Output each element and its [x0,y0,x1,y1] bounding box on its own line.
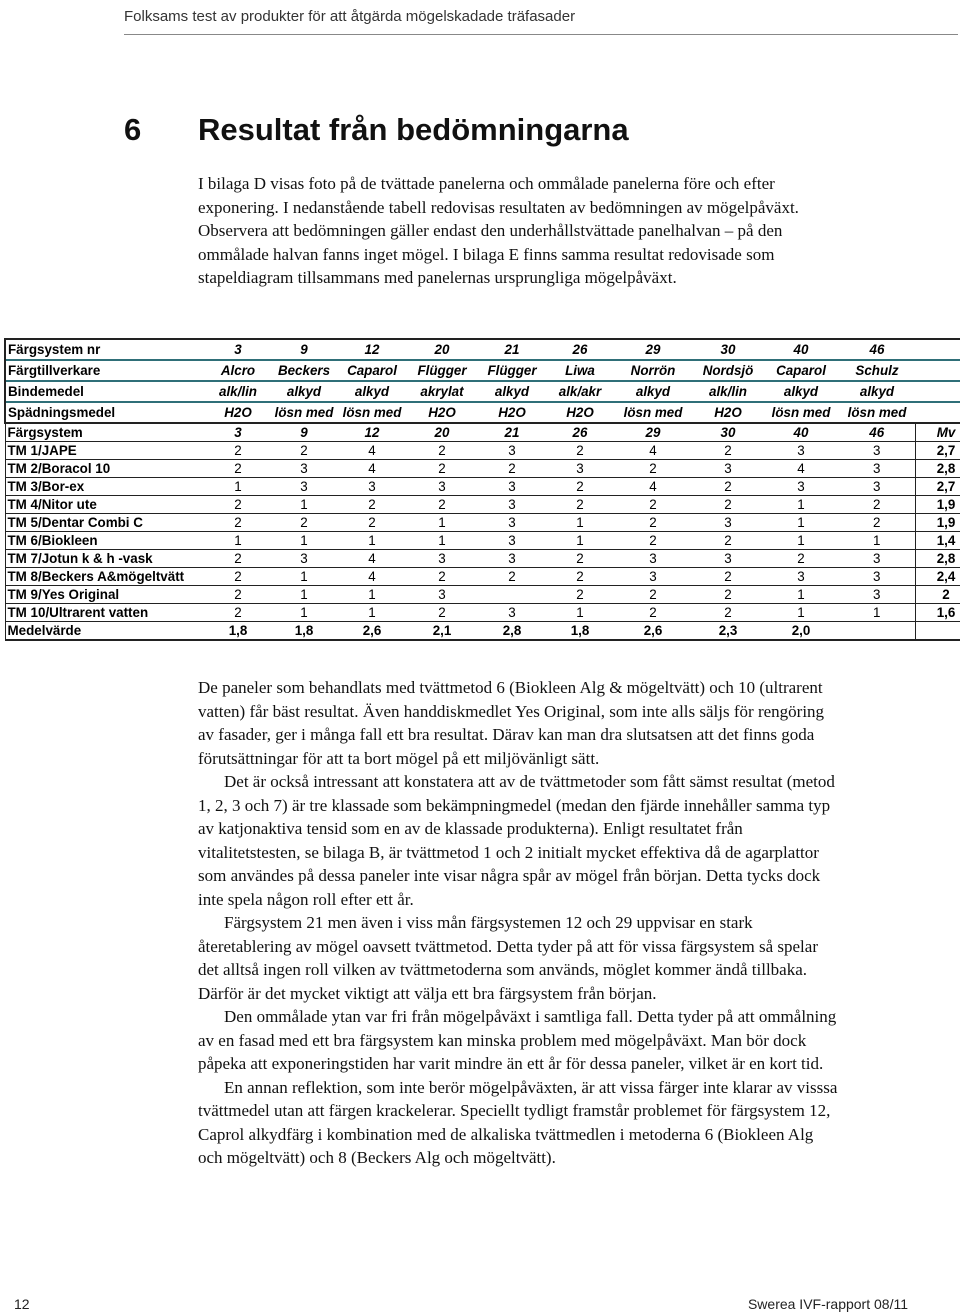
header-cell: alkyd [763,381,839,402]
empty-cell [915,381,960,402]
table-row [5,604,960,622]
header-cell: H2O [477,402,547,423]
table-cell: 1,8 [271,622,337,641]
table-cell: 2 [205,604,271,622]
table-cell: 1,8 [205,622,271,641]
table-cell: 2 [613,496,693,514]
table-cell: 2 [693,478,763,496]
table-row [5,532,960,550]
header-cell: alkyd [839,381,915,402]
table-cell: 29 [613,423,693,442]
results-table-wrapper [4,338,956,641]
table-cell: 3 [839,550,915,568]
mean-value-cell: 2,8 [915,460,960,478]
table-cell: 2 [693,604,763,622]
table-cell: 2 [407,442,477,460]
header-cell: Alcro [205,360,271,381]
average-row [5,622,960,641]
header-cell: akrylat [407,381,477,402]
table-cell: 1 [763,604,839,622]
table-cell: 2 [613,586,693,604]
row-label: TM 7/Jotun k & h -vask [5,550,205,568]
header-cell: alk/lin [693,381,763,402]
table-cell: 1 [407,532,477,550]
table-cell: 3 [613,568,693,586]
header-cell: Nordsjö [693,360,763,381]
table-cell: 1 [205,532,271,550]
header-cell: lösn med [337,402,407,423]
intro-text [198,172,838,290]
table-cell: 1 [271,604,337,622]
table-cell: 2 [205,568,271,586]
table-cell: 2,8 [477,622,547,641]
header-cell: H2O [693,402,763,423]
table-header-row [5,360,960,381]
header-cell: lösn med [839,402,915,423]
header-cell: 20 [434,342,450,357]
header-divider [124,34,958,35]
table-cell: 2 [205,586,271,604]
header-cell: 9 [300,342,308,357]
table-cell: 2,6 [613,622,693,641]
header-cell: 29 [645,342,661,357]
table-cell: 2 [205,550,271,568]
table-cell: 1 [271,568,337,586]
table-cell: 3 [337,478,407,496]
table-cell: 2 [547,496,613,514]
table-cell: 4 [337,550,407,568]
table-cell: 2 [205,496,271,514]
discussion-text [198,676,838,1170]
intro-paragraph: I bilaga D visas foto på de tvättade panelerna och ommålade panelerna före och efter exponering. I nedanstående tabell redovisas resultaten av bedömningen av mögelpåväxt. Observera att bedömningen gäller endast den underhållstvättade panelhalvan – på den ommålade halvan fanns inget mögel. I bilaga E finns samma resultat redovisade som stapeldiagram tillsammans med panelernas ursprungliga mögelpåväxt. [198,174,799,287]
table-cell: 3 [763,442,839,460]
table-cell: 1 [763,586,839,604]
table-cell: 1 [407,514,477,532]
table-cell: 3 [477,442,547,460]
table-row [5,460,960,478]
table-cell: 1 [337,604,407,622]
table-cell: 3 [613,550,693,568]
header-cell: Flügger [407,360,477,381]
table-cell: 40 [763,423,839,442]
table-cell: 3 [693,550,763,568]
table-cell: 2 [337,514,407,532]
row-label: TM 5/Dentar Combi C [5,514,205,532]
table-cell: 3 [839,568,915,586]
discussion-paragraph: Den ommålade ytan var fri från mögelpåväxt i samtliga fall. Detta tyder på att ommålning av en fasad med ett bra färgsystem kan minska problem med mögelpåväxt. Man bör dock påpeka att exponeringstiden har varit mindre än ett år för dessa paneler, vilket är en kort tid. [198,1007,837,1073]
table-cell [839,622,915,641]
table-cell: 3 [763,478,839,496]
header-cell: Norrön [613,360,693,381]
table-cell: 2 [547,442,613,460]
mean-value-cell: 1,6 [915,604,960,622]
table-cell: 4 [763,460,839,478]
results-table [4,338,960,641]
table-cell: 2 [205,460,271,478]
table-cell: 3 [477,514,547,532]
table-cell: 2,0 [763,622,839,641]
mean-value-cell: 2,7 [915,478,960,496]
table-cell: 3 [477,478,547,496]
table-header-row [5,381,960,402]
table-cell: 2 [613,514,693,532]
header-cell: 30 [720,342,736,357]
table-cell: 2 [407,460,477,478]
table-cell: 3 [407,478,477,496]
mean-value-cell: 2 [915,586,960,604]
table-cell: 46 [839,423,915,442]
row-label: TM 1/JAPE [5,442,205,460]
header-cell: alkyd [477,381,547,402]
header-cell: H2O [205,402,271,423]
table-cell: 1 [839,604,915,622]
table-cell: 2 [763,550,839,568]
header-cell: lösn med [613,402,693,423]
table-cell: 3 [477,532,547,550]
row-label: TM 10/Ultrarent vatten [5,604,205,622]
discussion-paragraph: Färgsystem 21 men även i viss mån färgsystemen 12 och 29 uppvisar en stark återetablering av mögel oavsett tvättmetod. Detta tyder på att för vissa färgsystem så spelar det alltså ingen roll vilken av tvättmetoderna som används, möglet kommer ändå tillbaka. Därför är det mycket viktigt att välja ett bra färgsystem från början. [198,913,818,1003]
table-cell [477,586,547,604]
header-cell: 12 [364,342,380,357]
table-cell: 2 [337,496,407,514]
header-cell: alkyd [271,381,337,402]
header-cell: 26 [572,342,588,357]
table-cell: 2 [205,442,271,460]
header-cell: alk/akr [547,381,613,402]
discussion-paragraph: De paneler som behandlats med tvättmetod 6 (Biokleen Alg & mögeltvätt) och 10 (ultrarent vatten) får bäst resultat. Även handdiskmedlet Yes Original, som inte alls säljs för rengöring av fasader, ger i många fall ett bra resultat. Därav kan man dra slutsatsen att det finns goda förutsättningar för att ta bort mögel på ett miljövänligt sätt. [198,678,825,768]
table-header-block [5,339,960,423]
table-cell: 9 [271,423,337,442]
table-cell: 3 [407,550,477,568]
table-cell: 2 [839,496,915,514]
table-cell: 2 [547,568,613,586]
header-cell: Liwa [547,360,613,381]
table-row [5,478,960,496]
mean-value-cell: 2,7 [915,442,960,460]
mean-value-cell: Mv [915,423,960,442]
table-cell: 20 [407,423,477,442]
mean-value-cell: 1,9 [915,514,960,532]
table-cell: 2 [693,496,763,514]
table-cell: 2 [839,514,915,532]
table-row [5,442,960,460]
header-cell: 3 [234,342,242,357]
table-cell: 26 [547,423,613,442]
table-cell: 2 [407,604,477,622]
table-row [5,568,960,586]
mean-value-cell: 2,8 [915,550,960,568]
table-cell: 2,1 [407,622,477,641]
header-cell: H2O [547,402,613,423]
table-cell: 1 [763,496,839,514]
table-header-row [5,402,960,423]
table-cell: 3 [271,550,337,568]
table-cell: 1 [337,586,407,604]
table-cell: 2 [693,568,763,586]
mean-value-cell [915,622,960,641]
table-cell: 1 [547,532,613,550]
table-cell: 3 [839,460,915,478]
table-cell: 2 [693,442,763,460]
row-label: TM 9/Yes Original [5,586,205,604]
row-label: Bindemedel [5,381,205,402]
table-cell: 2 [613,604,693,622]
row-label: Färgtillverkare [5,360,205,381]
header-cell: lösn med [763,402,839,423]
header-cell: 21 [504,342,520,357]
header-cell: Caparol [337,360,407,381]
table-cell: 4 [337,568,407,586]
header-cell: 40 [793,342,809,357]
table-cell: 2 [547,478,613,496]
table-cell: 12 [337,423,407,442]
row-label: TM 2/Boracol 10 [5,460,205,478]
table-cell: 3 [205,423,271,442]
report-id: Swerea IVF-rapport 08/11 [747,1296,908,1312]
table-cell: 30 [693,423,763,442]
table-cell: 4 [613,442,693,460]
table-cell: 3 [839,586,915,604]
table-cell: 21 [477,423,547,442]
table-cell: 2 [547,586,613,604]
row-label: TM 3/Bor-ex [5,478,205,496]
row-label: TM 8/Beckers A&mögeltvätt [5,568,205,586]
table-row [5,514,960,532]
row-label: Spädningsmedel [5,402,205,423]
discussion-paragraph: Det är också intressant att konstatera att av de tvättmetoder som fått sämst resultat (metod 1, 2, 3 och 7) är tre klassade som bekämpningmedel (medan den fjärde innehåller samma typ av katjonaktiva tensid som en av de klassade produkterna). Enligt resultatet från vitalitetstesten, se bilaga B, är tvättmetod 1 och 2 initialt mycket effektiva då de agarplattor som användes på dessa paneler inte visar några spår av mögel från början. Detta tycks dock inte spela någon roll efter ett år. [198,772,835,909]
mean-value-cell: 2,4 [915,568,960,586]
table-cell: 2 [407,568,477,586]
table-cell: 1 [271,532,337,550]
table-cell: 1 [271,496,337,514]
table-row [5,586,960,604]
table-cell: 3 [477,550,547,568]
table-cell: 3 [547,460,613,478]
table-cell: 2 [477,568,547,586]
section-title: Resultat från bedömningarna [198,112,629,147]
row-label: Färgsystem nr [5,339,205,360]
header-cell: Caparol [763,360,839,381]
header-cell: lösn med [271,402,337,423]
table-cell: 1 [337,532,407,550]
table-cell: 3 [477,496,547,514]
row-label: TM 4/Nitor ute [5,496,205,514]
table-cell: 1 [547,514,613,532]
table-cell: 2 [205,514,271,532]
table-cell: 4 [337,460,407,478]
table-cell: 3 [407,586,477,604]
header-cell: alkyd [613,381,693,402]
header-cell: 46 [869,342,885,357]
row-label: Färgsystem [5,423,205,442]
table-cell: 1 [271,586,337,604]
table-cell: 2 [613,460,693,478]
empty-cell [915,360,960,381]
table-cell: 2 [693,586,763,604]
table-cell: 3 [271,478,337,496]
running-header: Folksams test av produkter för att åtgärda mögelskadade träfasader [124,8,576,25]
row-label: TM 6/Biokleen [5,532,205,550]
table-data-block [5,423,960,640]
table-cell: 2 [271,514,337,532]
empty-cell [915,402,960,423]
table-cell: 2 [407,496,477,514]
mean-value-cell: 1,4 [915,532,960,550]
table-cell: 2 [693,532,763,550]
table-cell: 3 [763,568,839,586]
table-cell: 2 [271,442,337,460]
table-cell: 1,8 [547,622,613,641]
table-cell: 2,6 [337,622,407,641]
table-cell: 4 [337,442,407,460]
table-cell: 1 [205,478,271,496]
table-cell: 1 [839,532,915,550]
table-cell: 3 [839,478,915,496]
empty-cell [915,339,960,360]
table-cell: 2 [547,550,613,568]
table-cell: 2 [613,532,693,550]
mean-value-cell: 1,9 [915,496,960,514]
section-number: 6 [124,112,142,147]
table-cell: 2 [477,460,547,478]
table-cell: 4 [613,478,693,496]
row-label: Medelvärde [5,622,205,641]
table-cell: 3 [477,604,547,622]
table-cell: 3 [693,514,763,532]
table-cell: 1 [547,604,613,622]
table-cell: 2,3 [693,622,763,641]
header-cell: Beckers [271,360,337,381]
table-cell: 3 [271,460,337,478]
table-subheader-row [5,423,960,442]
table-cell: 1 [763,532,839,550]
header-cell: alk/lin [205,381,271,402]
discussion-paragraph: En annan reflektion, som inte berör mögelpåväxten, är att vissa färger inte klarar av visssa tvättmedel utan att färgen krackelerar. Speciellt tydligt framstår problemet för färgsystem 12, Caprol alkydfärg i kombination med de alkaliska tvättmedlen i metoderna 6 (Biokleen Alg och mögeltvätt) och 8 (Beckers Alg och mögeltvätt). [198,1077,838,1167]
table-cell: 3 [839,442,915,460]
table-header-row [5,339,960,360]
header-cell: alkyd [337,381,407,402]
table-cell: 3 [693,460,763,478]
header-cell: H2O [407,402,477,423]
header-cell: Flügger [477,360,547,381]
header-cell: Schulz [839,360,915,381]
table-cell: 1 [763,514,839,532]
page-number: 12 [14,1296,30,1312]
table-row [5,550,960,568]
table-row [5,496,960,514]
